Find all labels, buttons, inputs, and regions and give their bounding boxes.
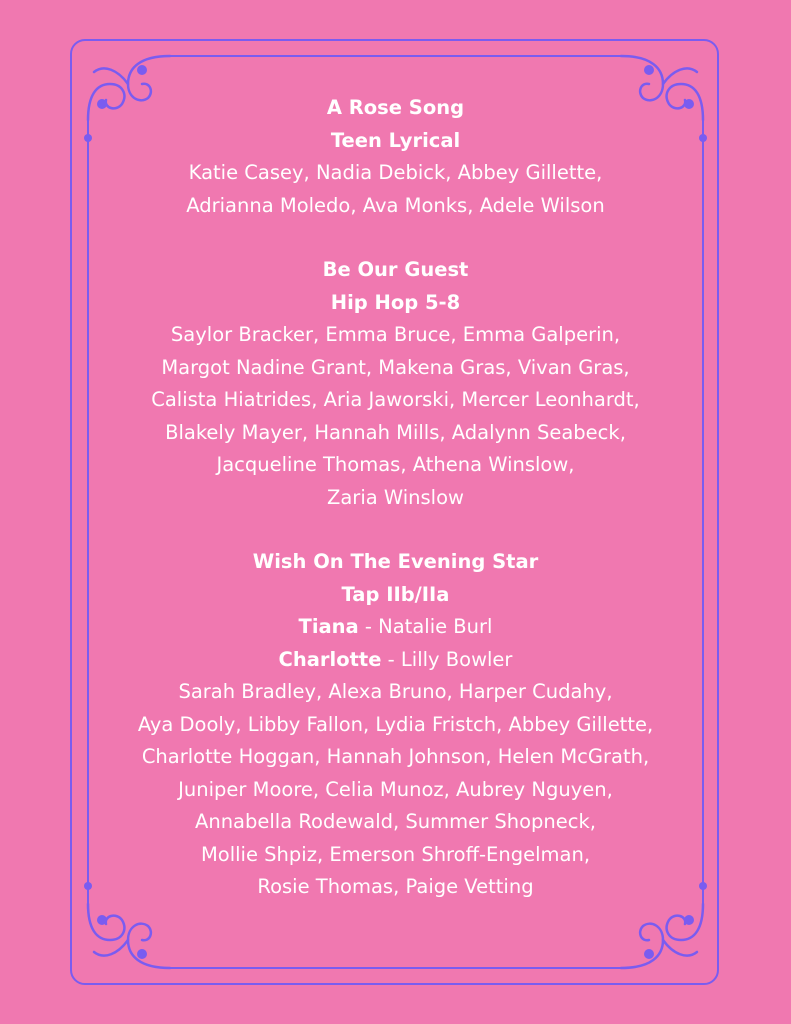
role-line: [80, 644, 711, 677]
dancer-names-line: Mollie Shpiz, Emerson Shroff-Engelman,: [200, 842, 591, 866]
dancer-names-line: Calista Hiatrides, Aria Jaworski, Mercer Leonhardt,: [151, 388, 640, 411]
role-dancer: Lilly Bowler: [400, 647, 513, 671]
dancer-names-line: Charlotte Hoggan, Hannah Johnson, Helen McGrath,: [141, 745, 650, 768]
dancer-names-line: Saylor Bracker, Emma Bruce, Emma Galperin,: [170, 323, 621, 346]
dancer-names-line: Blakely Mayer, Hannah Mills, Adalynn Seabeck,: [165, 420, 626, 444]
dancer-names-line: Rosie Thomas, Paige Vetting: [257, 875, 534, 898]
section-spacer: [80, 514, 711, 546]
section-wish-on-the-evening-star: [80, 546, 711, 904]
dancer-names-line: Jacqueline Thomas, Athena Winslow,: [216, 453, 575, 476]
dancer-names-line: Sarah Bradley, Alexa Bruno, Harper Cudahy,: [178, 680, 613, 703]
section-a-rose-song: [80, 92, 711, 222]
dancer-names-line: Annabella Rodewald, Summer Shopneck,: [195, 810, 596, 833]
dance-style: Teen Lyrical: [330, 128, 461, 152]
role-name: Tiana: [298, 615, 359, 638]
role-separator: -: [381, 647, 401, 671]
dancer-names-line: Adrianna Moledo, Ava Monks, Adele Wilson: [186, 193, 605, 217]
dance-title: Wish On The Evening Star: [252, 550, 539, 573]
role-name: Charlotte: [278, 647, 382, 671]
dance-title: A Rose Song: [326, 96, 465, 119]
dancer-names-line: Juniper Moore, Celia Munoz, Aubrey Nguyen,: [178, 777, 613, 801]
dancer-names-line: Katie Casey, Nadia Debick, Abbey Gillette,: [188, 161, 603, 184]
dancer-names-line: Zaria Winslow: [327, 485, 464, 509]
role-line: [80, 611, 711, 644]
dancer-names-line: Aya Dooly, Libby Fallon, Lydia Fristch, Abbey Gillette,: [137, 712, 654, 736]
dance-title: Be Our Guest: [322, 258, 469, 281]
section-spacer: [80, 222, 711, 254]
section-be-our-guest: [80, 254, 711, 514]
program-content: [80, 92, 711, 904]
dancer-names-line: Margot Nadine Grant, Makena Gras, Vivan Gras,: [161, 355, 630, 379]
role-separator: -: [358, 615, 379, 638]
dance-style: Hip Hop 5-8: [330, 290, 461, 314]
dance-style: Tap IIb/IIa: [341, 582, 450, 606]
role-dancer: Natalie Burl: [378, 615, 493, 638]
